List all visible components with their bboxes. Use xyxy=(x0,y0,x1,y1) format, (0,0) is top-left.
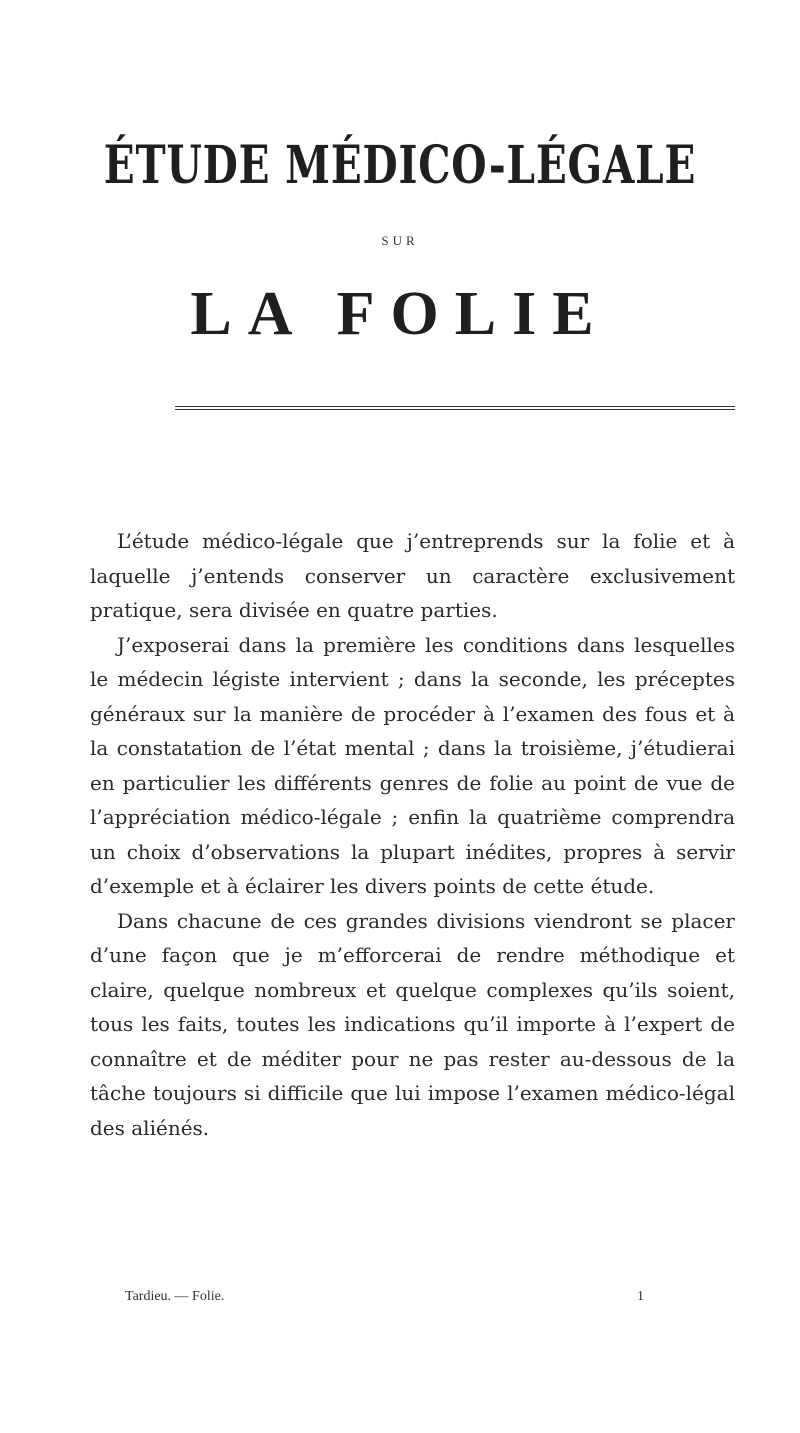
paragraph-1: L’étude médico-légale que j’entreprends sur la folie et à laquelle j’entends conserver un caractère exclusivement pratique, sera divisée en quatre parties. xyxy=(90,529,735,622)
title-connector: SUR xyxy=(381,233,419,248)
paragraph-3: Dans chacune de ces grandes divisions viendront se placer d’une façon que je m’efforcerai de rendre méthodique et claire, quelque nombreux et quelque complexes qu’ils soient, tous les faits, toutes les indications qu’il importe à l’expert de connaître et de méditer pour ne pas rester au-dessous de la tâche toujours si difficile que lui impose l’examen médico-légal des aliénés. xyxy=(90,908,735,1140)
title-rule-upper xyxy=(175,406,735,407)
body-text xyxy=(90,524,735,1145)
title-subject: LA FOLIE xyxy=(190,280,610,348)
title-main: ÉTUDE MÉDICO-LÉGALE xyxy=(103,135,697,196)
paragraph-2: J’exposerai dans la première les conditions dans lesquelles le médecin légiste intervient ; dans la seconde, les préceptes généraux sur la manière de procéder à l’examen des fous et à la constatation de l’état mental ; dans la troisième, j’étudierai en particulier les différents genres de folie au point de vue de l’appréciation médico-légale ; enfin la quatrième comprendra un choix d’observations la plupart inédites, propres à servir d’exemple et à éclairer les divers points de cette étude. xyxy=(90,632,735,898)
title-rule-lower xyxy=(175,409,735,410)
running-title: Tardieu. — Folie. xyxy=(125,1289,225,1304)
signature-mark: 1 xyxy=(637,1289,644,1304)
page-footer xyxy=(125,1289,645,1305)
